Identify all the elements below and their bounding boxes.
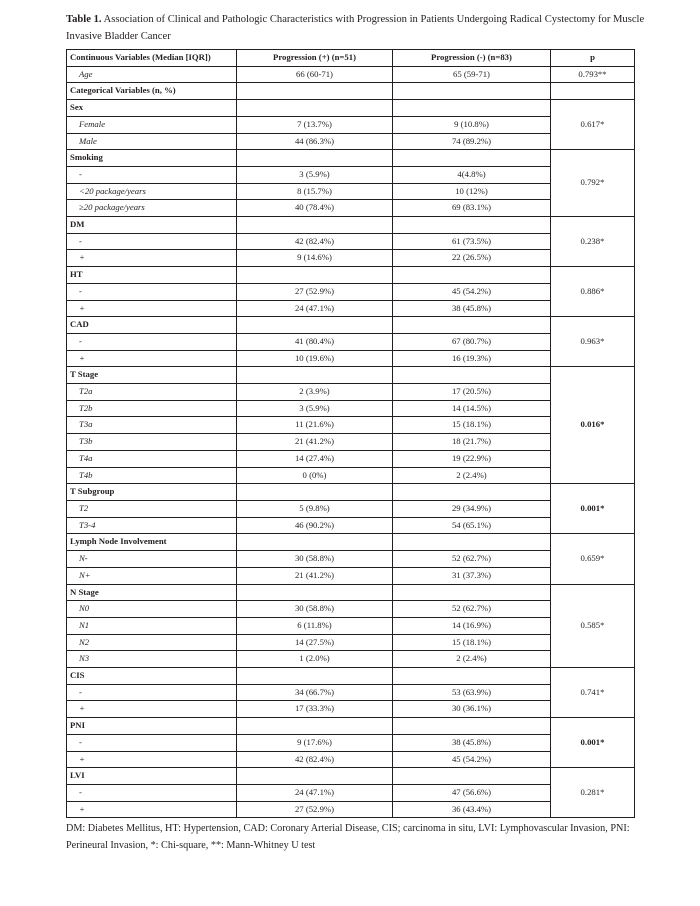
smoking-group-title: Smoking	[67, 150, 237, 167]
t-subgroup-group-title: T Subgroup	[67, 484, 237, 501]
progression-negative-value: 52 (62.7%)	[393, 551, 551, 568]
header-p-value: p	[551, 50, 635, 67]
pni-group-row	[67, 718, 635, 735]
table-row	[67, 467, 635, 484]
table-row	[67, 250, 635, 267]
table-row	[67, 200, 635, 217]
progression-negative-value: 14 (14.5%)	[393, 400, 551, 417]
progression-positive-value: 21 (41.2%)	[237, 567, 393, 584]
cad-group-row	[67, 317, 635, 334]
t-stage-row-label: T3a	[67, 417, 237, 434]
progression-positive-value: 8 (15.7%)	[237, 183, 393, 200]
table-caption	[66, 11, 651, 45]
smoking-row-label: -	[67, 166, 237, 183]
age-p-value: 0.793**	[551, 66, 635, 83]
ht-row-label: +	[67, 300, 237, 317]
empty-cell	[237, 718, 393, 735]
table-row	[67, 283, 635, 300]
empty-cell	[237, 534, 393, 551]
n-stage-row-label: N3	[67, 651, 237, 668]
progression-negative-value: 22 (26.5%)	[393, 250, 551, 267]
empty-cell	[551, 83, 635, 100]
dm-row-label: -	[67, 233, 237, 250]
sex-row-label: Female	[67, 116, 237, 133]
cad-p-value: 0.963*	[551, 317, 635, 367]
progression-negative-value: 45 (54.2%)	[393, 751, 551, 768]
t-stage-row-label: T2b	[67, 400, 237, 417]
progression-negative-value: 30 (36.1%)	[393, 701, 551, 718]
progression-positive-value: 9 (14.6%)	[237, 250, 393, 267]
sex-row-label: Male	[67, 133, 237, 150]
t-subgroup-row-label: T3-4	[67, 517, 237, 534]
smoking-row-label: ≥20 package/years	[67, 200, 237, 217]
progression-positive-value: 24 (47.1%)	[237, 784, 393, 801]
progression-negative-value: 74 (89.2%)	[393, 133, 551, 150]
t-stage-row-label: T4a	[67, 450, 237, 467]
table-footnote: DM: Diabetes Mellitus, HT: Hypertension, CAD: Coronary Arterial Disease, CIS; carcinoma in situ, LVI: Lymphovascular Invasion, PNI: Perineural Invasion, *: Chi-square, **: Mann-Whitney U test	[66, 823, 630, 851]
progression-negative-value: 47 (56.6%)	[393, 784, 551, 801]
empty-cell	[237, 484, 393, 501]
progression-negative-value: 45 (54.2%)	[393, 283, 551, 300]
progression-positive-value: 11 (21.6%)	[237, 417, 393, 434]
cad-group-title: CAD	[67, 317, 237, 334]
ht-group-row	[67, 267, 635, 284]
progression-negative-value: 16 (19.3%)	[393, 350, 551, 367]
progression-negative-value: 67 (80.7%)	[393, 333, 551, 350]
t-subgroup-p-value: 0.001*	[551, 484, 635, 534]
progression-negative-value: 53 (63.9%)	[393, 684, 551, 701]
header-variables: Continuous Variables (Median [IQR])	[67, 50, 237, 67]
ht-group-title: HT	[67, 267, 237, 284]
smoking-p-value: 0.792*	[551, 150, 635, 217]
n-stage-group-row	[67, 584, 635, 601]
table-row	[67, 567, 635, 584]
progression-negative-value: 36 (43.4%)	[393, 801, 551, 818]
table-label: Table 1.	[66, 14, 102, 25]
dm-row-label: +	[67, 250, 237, 267]
empty-cell	[237, 150, 393, 167]
table-row	[67, 634, 635, 651]
table-row	[67, 434, 635, 451]
progression-negative-value: 29 (34.9%)	[393, 500, 551, 517]
table-row	[67, 300, 635, 317]
progression-positive-value: 34 (66.7%)	[237, 684, 393, 701]
progression-negative-value: 61 (73.5%)	[393, 233, 551, 250]
empty-cell	[237, 367, 393, 384]
n-stage-row-label: N2	[67, 634, 237, 651]
header-progression-negative: Progression (-) (n=83)	[393, 50, 551, 67]
lvi-row-label: +	[67, 801, 237, 818]
t-subgroup-group-row	[67, 484, 635, 501]
n-stage-p-value: 0.585*	[551, 584, 635, 668]
lvi-group-title: LVI	[67, 768, 237, 785]
progression-negative-value: 14 (16.9%)	[393, 617, 551, 634]
age-row	[67, 66, 635, 83]
progression-positive-value: 3 (5.9%)	[237, 400, 393, 417]
n-stage-row-label: N1	[67, 617, 237, 634]
table-row	[67, 734, 635, 751]
empty-cell	[393, 584, 551, 601]
progression-positive-value: 42 (82.4%)	[237, 233, 393, 250]
lvi-row-label: -	[67, 784, 237, 801]
progression-negative-value: 2 (2.4%)	[393, 651, 551, 668]
ht-p-value: 0.886*	[551, 267, 635, 317]
table-row	[67, 617, 635, 634]
table-row	[67, 400, 635, 417]
categorical-header: Categorical Variables (n, %)	[67, 83, 237, 100]
table-row	[67, 784, 635, 801]
progression-positive-value: 24 (47.1%)	[237, 300, 393, 317]
t-stage-group-row	[67, 367, 635, 384]
progression-positive-value: 40 (78.4%)	[237, 200, 393, 217]
lymph-node-involvement-group-title: Lymph Node Involvement	[67, 534, 237, 551]
progression-positive-value: 42 (82.4%)	[237, 751, 393, 768]
progression-negative-value: 15 (18.1%)	[393, 417, 551, 434]
table-row	[67, 166, 635, 183]
progression-positive-value: 6 (11.8%)	[237, 617, 393, 634]
cis-p-value: 0.741*	[551, 668, 635, 718]
empty-cell	[393, 768, 551, 785]
empty-cell	[237, 317, 393, 334]
header-progression-positive: Progression (+) (n=51)	[237, 50, 393, 67]
table-row	[67, 751, 635, 768]
table-row	[67, 517, 635, 534]
dm-group-row	[67, 217, 635, 234]
progression-positive-value: 3 (5.9%)	[237, 166, 393, 183]
progression-positive-value: 14 (27.4%)	[237, 450, 393, 467]
progression-negative-value: 54 (65.1%)	[393, 517, 551, 534]
pni-row-label: +	[67, 751, 237, 768]
progression-positive-value: 5 (9.8%)	[237, 500, 393, 517]
empty-cell	[393, 534, 551, 551]
table-row	[67, 116, 635, 133]
progression-positive-value: 7 (13.7%)	[237, 116, 393, 133]
empty-cell	[393, 100, 551, 117]
table-body	[67, 66, 635, 818]
progression-positive-value: 9 (17.6%)	[237, 734, 393, 751]
progression-positive-value: 2 (3.9%)	[237, 384, 393, 401]
empty-cell	[393, 367, 551, 384]
sex-p-value: 0.617*	[551, 100, 635, 150]
empty-cell	[393, 267, 551, 284]
table-row	[67, 133, 635, 150]
cad-row-label: -	[67, 333, 237, 350]
progression-positive-value: 46 (90.2%)	[237, 517, 393, 534]
pni-row-label: -	[67, 734, 237, 751]
ht-row-label: -	[67, 283, 237, 300]
header-row	[67, 50, 635, 67]
progression-positive-value: 30 (58.8%)	[237, 601, 393, 618]
progression-positive-value: 0 (0%)	[237, 467, 393, 484]
dm-p-value: 0.238*	[551, 217, 635, 267]
age-progression-positive: 66 (60-71)	[237, 66, 393, 83]
empty-cell	[237, 83, 393, 100]
empty-cell	[393, 718, 551, 735]
empty-cell	[237, 267, 393, 284]
lvi-group-row	[67, 768, 635, 785]
progression-negative-value: 15 (18.1%)	[393, 634, 551, 651]
results-table	[66, 49, 635, 818]
cis-row-label: +	[67, 701, 237, 718]
table-row	[67, 350, 635, 367]
progression-negative-value: 31 (37.3%)	[393, 567, 551, 584]
progression-negative-value: 38 (45.8%)	[393, 300, 551, 317]
smoking-group-row	[67, 150, 635, 167]
cis-group-title: CIS	[67, 668, 237, 685]
progression-negative-value: 17 (20.5%)	[393, 384, 551, 401]
empty-cell	[237, 584, 393, 601]
progression-positive-value: 44 (86.3%)	[237, 133, 393, 150]
lymph-node-involvement-row-label: N+	[67, 567, 237, 584]
empty-cell	[393, 83, 551, 100]
n-stage-row-label: N0	[67, 601, 237, 618]
progression-positive-value: 27 (52.9%)	[237, 801, 393, 818]
table-row	[67, 183, 635, 200]
progression-negative-value: 19 (22.9%)	[393, 450, 551, 467]
empty-cell	[393, 317, 551, 334]
empty-cell	[393, 668, 551, 685]
pni-group-title: PNI	[67, 718, 237, 735]
empty-cell	[393, 150, 551, 167]
progression-positive-value: 30 (58.8%)	[237, 551, 393, 568]
table-row	[67, 684, 635, 701]
table-row	[67, 500, 635, 517]
empty-cell	[237, 217, 393, 234]
table-row	[67, 417, 635, 434]
progression-positive-value: 17 (33.3%)	[237, 701, 393, 718]
t-stage-row-label: T3b	[67, 434, 237, 451]
cad-row-label: +	[67, 350, 237, 367]
table-row	[67, 384, 635, 401]
empty-cell	[237, 668, 393, 685]
n-stage-group-title: N Stage	[67, 584, 237, 601]
progression-negative-value: 52 (62.7%)	[393, 601, 551, 618]
sex-group-row	[67, 100, 635, 117]
t-stage-p-value: 0.016*	[551, 367, 635, 484]
progression-positive-value: 14 (27.5%)	[237, 634, 393, 651]
cis-group-row	[67, 668, 635, 685]
table-row	[67, 551, 635, 568]
progression-negative-value: 69 (83.1%)	[393, 200, 551, 217]
categorical-header-row	[67, 83, 635, 100]
table-row	[67, 333, 635, 350]
progression-positive-value: 1 (2.0%)	[237, 651, 393, 668]
progression-positive-value: 27 (52.9%)	[237, 283, 393, 300]
table-row	[67, 601, 635, 618]
table-title: Association of Clinical and Pathologic Characteristics with Progression in Patients Undergoing Radical Cystectomy for Muscle Invasive Bladder Cancer	[66, 14, 645, 42]
lymph-node-involvement-p-value: 0.659*	[551, 534, 635, 584]
pni-p-value: 0.001*	[551, 718, 635, 768]
progression-negative-value: 9 (10.8%)	[393, 116, 551, 133]
sex-group-title: Sex	[67, 100, 237, 117]
smoking-row-label: <20 package/years	[67, 183, 237, 200]
empty-cell	[237, 100, 393, 117]
table-row	[67, 233, 635, 250]
lvi-p-value: 0.281*	[551, 768, 635, 818]
empty-cell	[237, 768, 393, 785]
progression-negative-value: 4(4.8%)	[393, 166, 551, 183]
t-subgroup-row-label: T2	[67, 500, 237, 517]
progression-negative-value: 18 (21.7%)	[393, 434, 551, 451]
cis-row-label: -	[67, 684, 237, 701]
table-row	[67, 651, 635, 668]
t-stage-row-label: T4b	[67, 467, 237, 484]
empty-cell	[393, 484, 551, 501]
empty-cell	[393, 217, 551, 234]
progression-positive-value: 21 (41.2%)	[237, 434, 393, 451]
lymph-node-involvement-row-label: N-	[67, 551, 237, 568]
progression-negative-value: 10 (12%)	[393, 183, 551, 200]
dm-group-title: DM	[67, 217, 237, 234]
lymph-node-involvement-group-row	[67, 534, 635, 551]
progression-positive-value: 10 (19.6%)	[237, 350, 393, 367]
progression-negative-value: 38 (45.8%)	[393, 734, 551, 751]
t-stage-row-label: T2a	[67, 384, 237, 401]
table-row	[67, 701, 635, 718]
t-stage-group-title: T Stage	[67, 367, 237, 384]
progression-positive-value: 41 (80.4%)	[237, 333, 393, 350]
table-row	[67, 450, 635, 467]
age-label: Age	[67, 66, 237, 83]
table-row	[67, 801, 635, 818]
progression-negative-value: 2 (2.4%)	[393, 467, 551, 484]
age-progression-negative: 65 (59-71)	[393, 66, 551, 83]
